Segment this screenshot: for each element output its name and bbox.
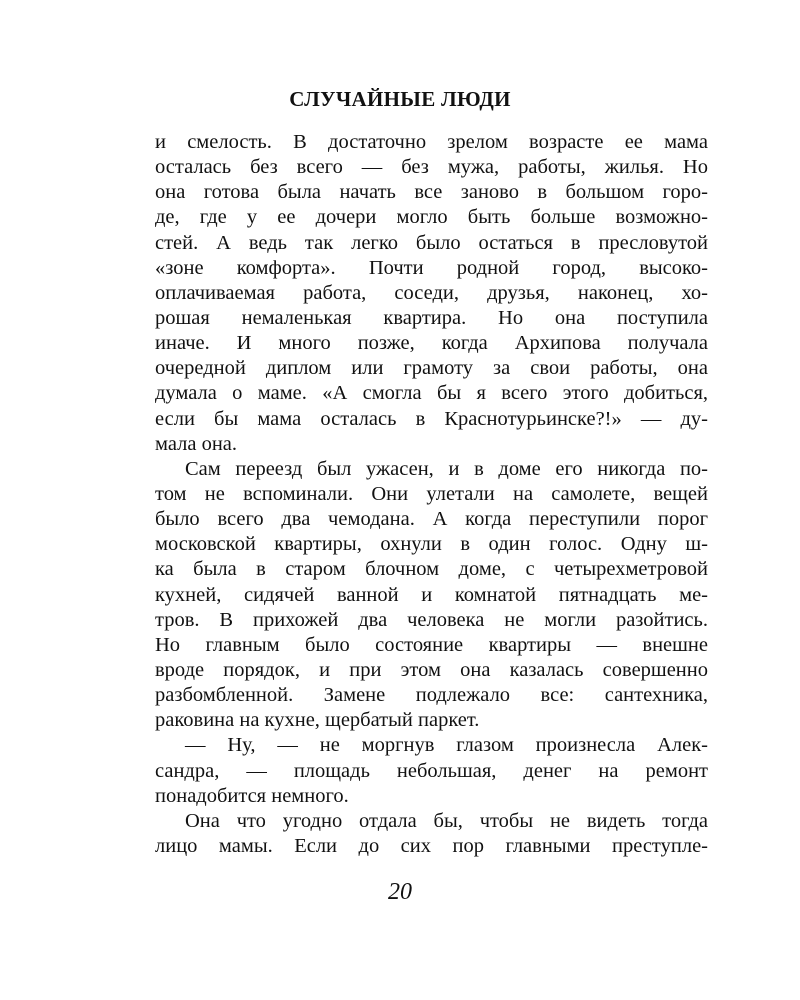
text-line: разбомбленной. Замене подлежало все: сантехника, (155, 684, 708, 707)
text-line: понадобится немного. (155, 784, 349, 807)
text-line: Но главным было состояние квартиры — внешне (155, 633, 708, 656)
text-line: том не вспоминали. Они улетали на самолете, вещей (155, 482, 708, 505)
running-head: СЛУЧАЙНЫЕ ЛЮДИ (289, 87, 511, 111)
text-line: раковина на кухне, щербатый паркет. (155, 709, 480, 732)
text-line: и смелость. В достаточно зрелом возрасте ее мама (155, 131, 708, 153)
text-line: тров. В прихожей два человека не могли разойтись. (155, 608, 708, 631)
page-number: 20 (388, 879, 412, 905)
text-line: осталась без всего — без мужа, работы, жилья. Но (155, 156, 708, 179)
text-line: сандра, — площадь небольшая, денег на ремонт (155, 759, 708, 782)
text-line: — Ну, — не моргнув глазом произнесла Алек- (185, 734, 708, 757)
text-line: вроде порядок, и при этом она казалась совершенно (155, 658, 708, 681)
body-text (155, 130, 708, 859)
text-line: если бы мама осталась в Краснотурьинске?!» — ду- (155, 407, 708, 430)
text-line: кухней, сидячей ванной и комнатой пятнадцать ме- (155, 583, 708, 606)
text-line: думала о маме. «А смогла бы я всего этого добиться, (155, 382, 708, 405)
text-line: мала она. (155, 432, 238, 455)
text-line: Сам переезд был ужасен, и в доме его никогда по- (185, 457, 708, 480)
text-line: оплачиваемая работа, соседи, друзья, наконец, хо- (155, 281, 708, 304)
text-line: рошая немаленькая квартира. Но она поступила (155, 306, 708, 329)
text-line: она готова была начать все заново в большом горо- (155, 181, 708, 204)
text-line: было всего два чемодана. А когда переступили порог (155, 508, 708, 531)
text-line: иначе. И много позже, когда Архипова получала (155, 332, 708, 355)
text-line: лицо мамы. Если до сих пор главными преступле- (155, 834, 708, 857)
text-line: московской квартиры, охнули в один голос. Одну ш- (155, 533, 708, 556)
text-line: очередной диплом или грамоту за свои работы, она (155, 357, 708, 380)
text-line: ка была в старом блочном доме, с четырехметровой (155, 558, 708, 581)
text-line: стей. А ведь так легко было остаться в пресловутой (155, 231, 708, 254)
text-line: де, где у ее дочери могло быть больше возможно- (155, 206, 708, 229)
text-line: «зоне комфорта». Почти родной город, высоко- (155, 256, 708, 279)
text-line: Она что угодно отдала бы, чтобы не видеть тогда (185, 809, 708, 832)
